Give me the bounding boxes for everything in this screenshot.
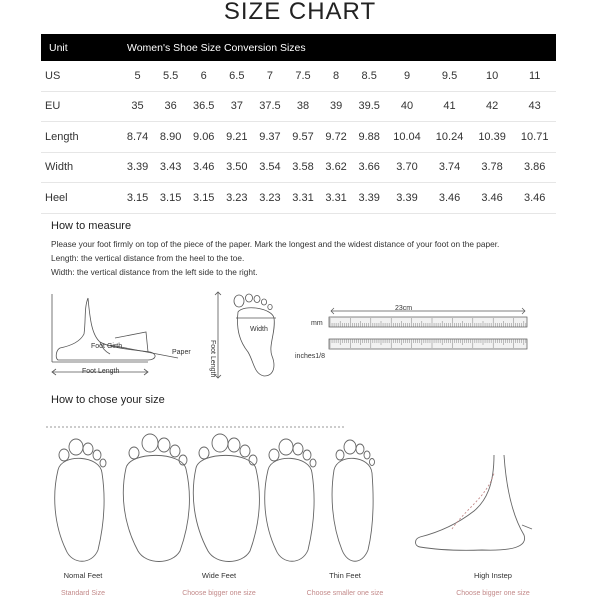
table-cell: 8.90 [154, 122, 187, 153]
thin-feet-advice: Choose smaller one size [306, 590, 384, 597]
how-to-measure-title: How to measure [51, 220, 132, 232]
table-cell: 37 [220, 91, 253, 122]
table-cell: 39.5 [353, 91, 386, 122]
table-row [41, 183, 556, 214]
table-cell: 11 [513, 61, 556, 91]
table-cell: 41 [428, 91, 471, 122]
foot-girth-label: Foot Girth [91, 343, 123, 350]
table-body [41, 61, 556, 213]
table-cell: 3.50 [220, 152, 253, 183]
table-cell: 3.31 [320, 183, 353, 214]
table-cell: 6 [187, 61, 220, 91]
table-cell: 36.5 [187, 91, 220, 122]
foot-length-vertical-label: Foot Length [209, 340, 216, 378]
table-row [41, 91, 556, 122]
table-cell: 3.23 [253, 183, 286, 214]
table-cell: 38 [286, 91, 319, 122]
table-cell: 3.86 [513, 152, 556, 183]
table-cell: 3.39 [121, 152, 154, 183]
table-cell: 10.04 [386, 122, 429, 153]
table-row [41, 122, 556, 153]
wide-feet-advice: Choose bigger one size [182, 590, 256, 597]
table-cell: 3.15 [187, 183, 220, 214]
width-label: Width [250, 326, 268, 333]
row-label: Heel [41, 183, 121, 214]
wide-foot-icon-2 [193, 434, 259, 562]
size-conversion-table [41, 34, 556, 214]
table-cell: 3.78 [471, 152, 514, 183]
row-label: EU [41, 91, 121, 122]
thin-foot-icon-2 [332, 440, 374, 561]
measure-instruction: Please your foot firmly on top of the piece of the paper. Mark the longest and the widest distance of your foot on the paper. [51, 239, 500, 249]
table-row [41, 61, 556, 91]
table-cell: 6.5 [220, 61, 253, 91]
table-cell: 8.74 [121, 122, 154, 153]
measure-length-def: Length: the vertical distance from the heel to the toe. [51, 253, 245, 263]
table-cell: 3.31 [286, 183, 319, 214]
table-cell: 3.46 [513, 183, 556, 214]
table-cell: 3.54 [253, 152, 286, 183]
table-cell: 36 [154, 91, 187, 122]
row-label: Width [41, 152, 121, 183]
header-unit: Unit [41, 34, 121, 61]
table-cell: 3.62 [320, 152, 353, 183]
table-cell: 3.15 [121, 183, 154, 214]
table-cell: 3.66 [353, 152, 386, 183]
row-label: US [41, 61, 121, 91]
paper-label: Paper [172, 349, 191, 356]
wide-feet-label: Wide Feet [201, 571, 237, 580]
table-cell: 35 [121, 91, 154, 122]
table-cell: 3.58 [286, 152, 319, 183]
ruler-inches-label: inches1/8 [295, 353, 325, 360]
footprint-diagram [214, 290, 294, 382]
foot-girth-diagram [40, 290, 200, 385]
table-cell: 3.15 [154, 183, 187, 214]
high-instep-label: High Instep [474, 571, 512, 580]
table-cell: 39 [320, 91, 353, 122]
row-label: Length [41, 122, 121, 153]
header-title: Women's Shoe Size Conversion Sizes [121, 34, 556, 61]
wide-foot-icon [123, 434, 189, 562]
table-cell: 9 [386, 61, 429, 91]
table-cell: 3.39 [386, 183, 429, 214]
normal-foot-icon [55, 439, 106, 561]
ruler-length-label: 23cm [395, 305, 413, 312]
table-cell: 9.57 [286, 122, 319, 153]
table-cell: 10.39 [471, 122, 514, 153]
thin-feet-label: Thin Feet [329, 571, 361, 580]
ruler-diagram [325, 305, 530, 365]
table-cell: 9.88 [353, 122, 386, 153]
table-cell: 3.46 [471, 183, 514, 214]
ruler-mm-label: mm [311, 320, 323, 327]
table-cell: 9.37 [253, 122, 286, 153]
normal-feet-label: Nomal Feet [63, 571, 103, 580]
table-cell: 3.46 [187, 152, 220, 183]
table-cell: 3.23 [220, 183, 253, 214]
page-title: SIZE CHART [223, 0, 377, 25]
thin-foot-icon [265, 439, 316, 561]
table-cell: 8.5 [353, 61, 386, 91]
table-cell: 5 [121, 61, 154, 91]
table-cell: 10.71 [513, 122, 556, 153]
table-cell: 43 [513, 91, 556, 122]
foot-length-label: Foot Length [82, 368, 120, 375]
table-cell: 7 [253, 61, 286, 91]
high-instep-advice: Choose bigger one size [456, 590, 530, 597]
table-cell: 3.74 [428, 152, 471, 183]
table-cell: 7.5 [286, 61, 319, 91]
table-cell: 9.21 [220, 122, 253, 153]
foot-types-illustration [40, 415, 560, 565]
table-cell: 8 [320, 61, 353, 91]
table-cell: 9.06 [187, 122, 220, 153]
table-cell: 3.43 [154, 152, 187, 183]
table-cell: 3.46 [428, 183, 471, 214]
table-cell: 37.5 [253, 91, 286, 122]
table-row [41, 152, 556, 183]
table-cell: 3.70 [386, 152, 429, 183]
measure-width-def: Width: the vertical distance from the left side to the right. [51, 267, 258, 277]
table-cell: 3.39 [353, 183, 386, 214]
table-cell: 5.5 [154, 61, 187, 91]
table-header-row [41, 34, 556, 61]
table-cell: 40 [386, 91, 429, 122]
table-cell: 9.72 [320, 122, 353, 153]
high-instep-icon [416, 455, 533, 550]
table-cell: 10.24 [428, 122, 471, 153]
table-cell: 10 [471, 61, 514, 91]
table-cell: 42 [471, 91, 514, 122]
how-to-chose-title: How to chose your size [51, 394, 165, 406]
table-cell: 9.5 [428, 61, 471, 91]
normal-feet-advice: Standard Size [61, 590, 105, 597]
